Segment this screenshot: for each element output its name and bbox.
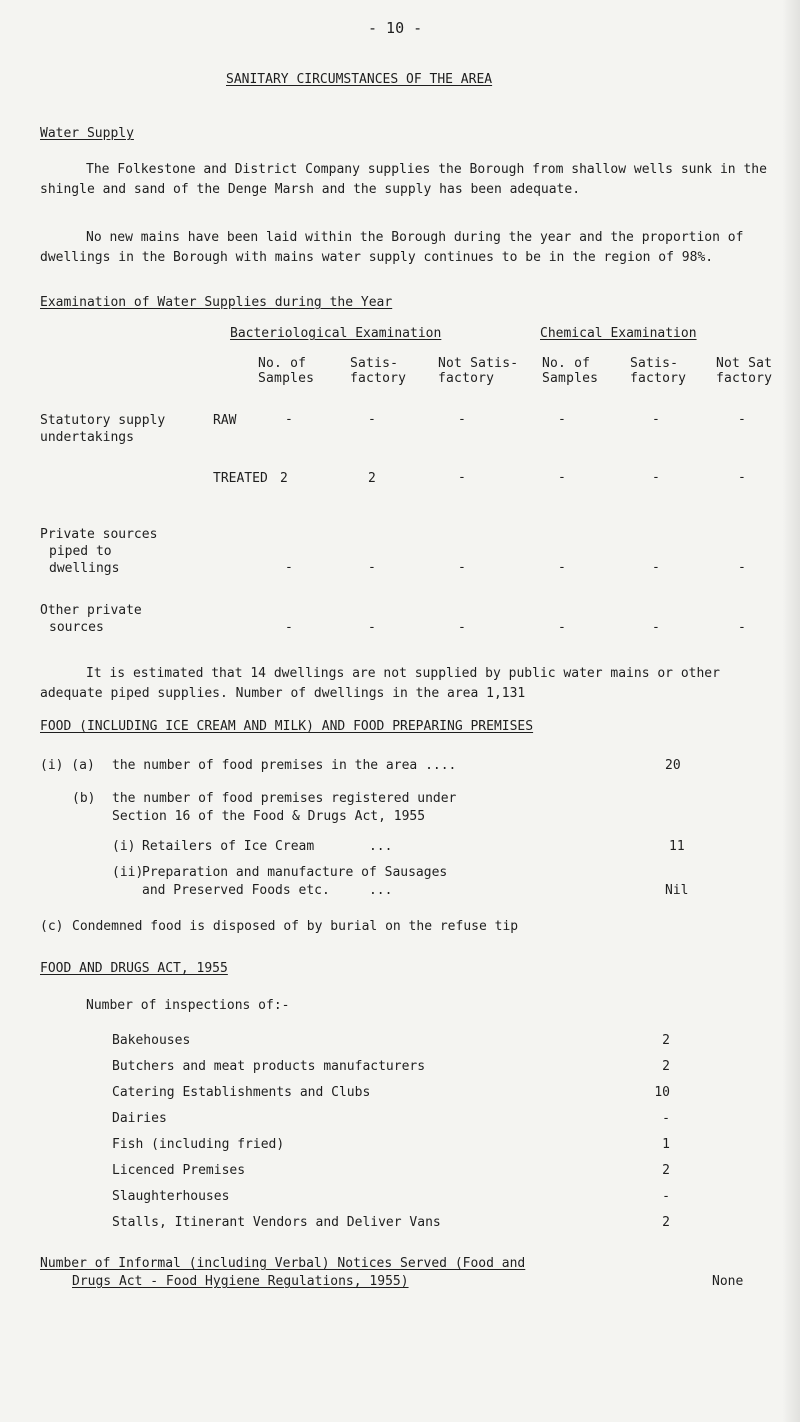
bacteriological-heading: Bacteriological Examination [230, 326, 442, 341]
inspection-label: Dairies [112, 1111, 167, 1126]
cell: - [558, 470, 566, 485]
item-a-text: the number of food premises in the area .... [112, 758, 457, 773]
inspection-label: Stalls, Itinerant Vendors and Deliver Vans [112, 1215, 441, 1230]
item-b-text-1: the number of food premises registered under [112, 791, 457, 806]
inspection-label: Catering Establishments and Clubs [112, 1085, 371, 1100]
item-b-i-value: 11 [669, 839, 685, 854]
item-b-ii-text-1: Preparation and manufacture of Sausages [142, 865, 448, 880]
item-b-ii-text-2: and Preserved Foods etc. ... [142, 883, 393, 898]
row-sub-raw: RAW [213, 413, 237, 428]
cell: - [738, 560, 746, 575]
item-b-marker: (b) [72, 791, 96, 806]
cell: - [558, 412, 566, 427]
col-header-3: Not Satis- factory [438, 356, 519, 386]
row-label-private-piped: Private sources piped to dwellings [40, 527, 158, 576]
row-label-other-private: Other private sources [40, 603, 142, 635]
water-supply-heading: Water Supply [40, 126, 134, 141]
examination-heading: Examination of Water Supplies during the Year [40, 295, 393, 310]
cell: - [652, 620, 660, 635]
cell: - [285, 560, 293, 575]
item-b-ii-marker: (ii) [112, 865, 144, 880]
cell: - [458, 470, 466, 485]
cell: - [738, 412, 746, 427]
row-sub-treated: TREATED [213, 471, 268, 486]
chemical-heading: Chemical Examination [540, 326, 697, 341]
water-supply-para-2: No new mains have been laid within the Borough during the year and the proportion of dwellings in the Borough with mains water supply continues to be in the region of 98%. [40, 230, 744, 265]
inspection-value: 10 [654, 1085, 670, 1100]
inspection-value: 2 [662, 1215, 670, 1230]
cell: - [285, 412, 293, 427]
inspection-value: 2 [662, 1059, 670, 1074]
notices-line-2: Drugs Act - Food Hygiene Regulations, 1955) [72, 1274, 409, 1289]
item-a-marker: (i) (a) [40, 758, 95, 773]
inspection-label: Slaughterhouses [112, 1189, 230, 1204]
col-header-4: No. of Samples [542, 356, 599, 386]
inspection-label: Licenced Premises [112, 1163, 246, 1178]
inspections-intro: Number of inspections of:- [86, 998, 290, 1013]
section-title: SANITARY CIRCUMSTANCES OF THE AREA [226, 72, 493, 87]
col-header-5: Satis- factory [630, 356, 687, 386]
notices-line-1: Number of Informal (including Verbal) Notices Served (Food and [40, 1256, 526, 1271]
food-heading: FOOD (INCLUDING ICE CREAM AND MILK) AND FOOD PREPARING PREMISES [40, 719, 534, 734]
inspection-value: 1 [662, 1137, 670, 1152]
notices-value: None [712, 1274, 744, 1289]
col-header-1: No. of Samples [258, 356, 315, 386]
cell: - [285, 620, 293, 635]
cell: 2 [368, 471, 376, 486]
dwellings-note: It is estimated that 14 dwellings are not supplied by public water mains or other adequate piped supplies. Number of dwellings in the area 1,131 [40, 666, 720, 701]
cell: - [738, 470, 746, 485]
cell: - [652, 470, 660, 485]
item-b-text-2: Section 16 of the Food & Drugs Act, 1955 [112, 809, 426, 824]
cell: - [458, 620, 466, 635]
cell: - [368, 560, 376, 575]
inspection-value: - [662, 1111, 670, 1126]
cell: 2 [280, 471, 288, 486]
inspection-label: Fish (including fried) [112, 1137, 285, 1152]
inspection-value: - [662, 1189, 670, 1204]
col-header-2: Satis- factory [350, 356, 407, 386]
inspection-label: Bakehouses [112, 1033, 191, 1048]
water-supply-para-1: The Folkestone and District Company supplies the Borough from shallow wells sunk in the shingle and sand of the Denge Marsh and the supply has been adequate. [40, 162, 767, 197]
cell: - [368, 412, 376, 427]
inspection-value: 2 [662, 1033, 670, 1048]
page-number: - 10 - [368, 19, 423, 37]
inspection-value: 2 [662, 1163, 670, 1178]
cell: - [652, 412, 660, 427]
col-header-6: Not Sat factory [716, 356, 773, 386]
page-edge-shadow [782, 0, 800, 1422]
item-b-i-marker: (i) [112, 839, 136, 854]
item-c-marker: (c) [40, 919, 64, 934]
row-label-statutory: Statutory supply undertakings [40, 413, 166, 445]
item-a-value: 20 [665, 758, 681, 773]
item-b-ii-value: Nil [665, 883, 689, 898]
cell: - [558, 560, 566, 575]
food-drugs-heading: FOOD AND DRUGS ACT, 1955 [40, 961, 228, 976]
inspection-label: Butchers and meat products manufacturers [112, 1059, 426, 1074]
cell: - [458, 412, 466, 427]
cell: - [652, 560, 660, 575]
cell: - [458, 560, 466, 575]
cell: - [738, 620, 746, 635]
cell: - [558, 620, 566, 635]
cell: - [368, 620, 376, 635]
item-b-i-text: Retailers of Ice Cream ... [142, 839, 393, 854]
item-c-text: Condemned food is disposed of by burial on the refuse tip [72, 919, 519, 934]
